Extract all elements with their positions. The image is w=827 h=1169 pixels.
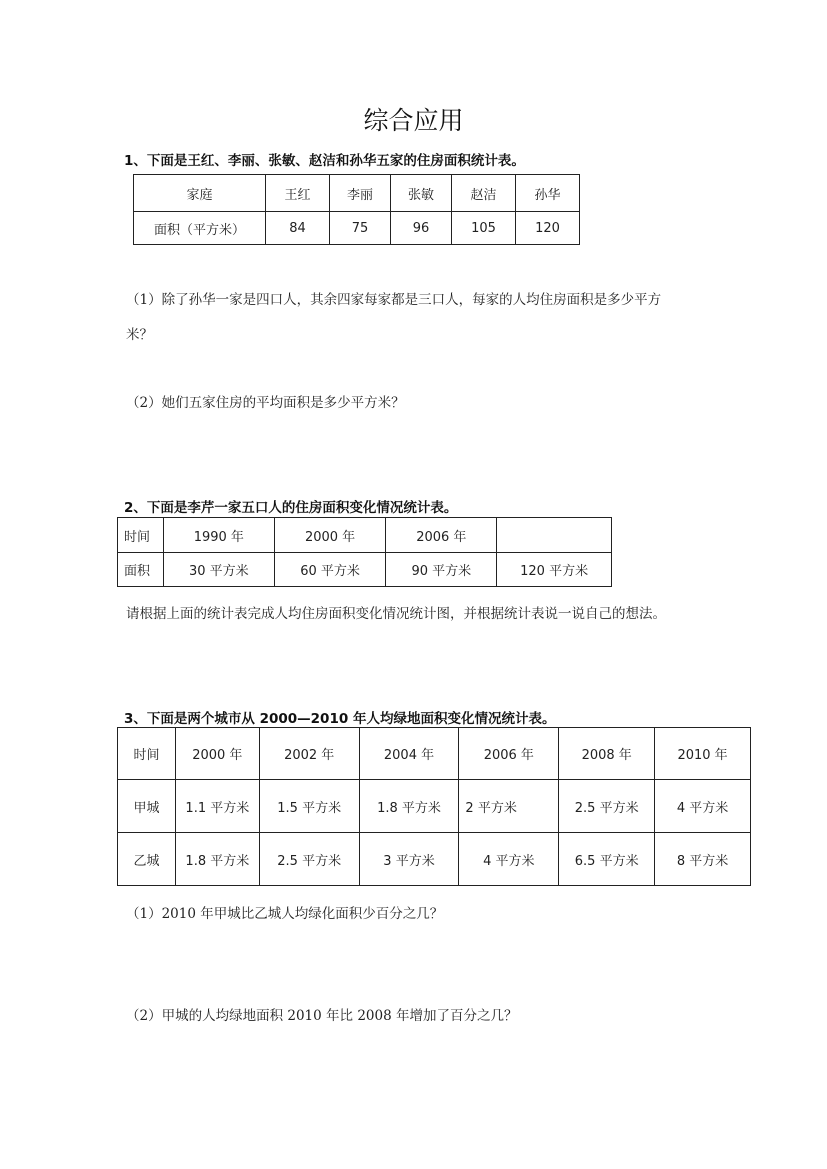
table-cell: 时间: [118, 518, 164, 553]
table-cell: 120: [516, 212, 580, 245]
table-cell: 3 平方米: [359, 833, 459, 886]
table-cell: 90 平方米: [386, 553, 497, 587]
table-cell: 8 平方米: [655, 833, 751, 886]
family-area-table: [117, 517, 612, 587]
table-cell: 84: [266, 212, 330, 245]
question-2-heading: 2、下面是李芹一家五口人的住房面积变化情况统计表。: [124, 500, 458, 516]
table-cell: 1.8 平方米: [175, 833, 259, 886]
question-1-sub2: （2）她们五家住房的平均面积是多少平方米？: [126, 395, 405, 411]
question-3-sub2: （2）甲城的人均绿地面积 2010 年比 2008 年增加了百分之几？: [126, 1008, 518, 1024]
table-cell: 2 平方米: [459, 780, 559, 833]
table-cell: 2010 年: [655, 728, 751, 780]
table-cell: 2000 年: [175, 728, 259, 780]
table-cell: 面积: [118, 553, 164, 587]
table-cell: 120 平方米: [497, 553, 612, 587]
question-1-sub1-line1: （1）除了孙华一家是四口人，其余四家每家都是三口人，每家的人均住房面积是多少平方: [126, 292, 662, 308]
table-cell: 2008 年: [559, 728, 655, 780]
question-2-instruction: 请根据上面的统计表完成人均住房面积变化情况统计图，并根据统计表说一说自己的想法。: [126, 606, 666, 622]
table-cell: 1990 年: [163, 518, 274, 553]
table-cell: 75: [330, 212, 391, 245]
table-cell: 2000 年: [274, 518, 386, 553]
table-cell: 赵洁: [452, 175, 516, 212]
table-cell: 时间: [118, 728, 176, 780]
table-cell: 2006 年: [386, 518, 497, 553]
table-cell: 4 平方米: [459, 833, 559, 886]
table-cell: 孙华: [516, 175, 580, 212]
table-cell: 2.5 平方米: [259, 833, 359, 886]
table-header-row: [118, 728, 751, 780]
table-cell: 1.1 平方米: [175, 780, 259, 833]
table-cell: 1.8 平方米: [359, 780, 459, 833]
table-cell: 60 平方米: [274, 553, 386, 587]
table-row: [134, 212, 580, 245]
table-cell: [497, 518, 612, 553]
page-title: 综合应用: [363, 106, 464, 135]
question-3-sub1: （1）2010 年甲城比乙城人均绿化面积少百分之几？: [126, 906, 444, 922]
table-cell: 王红: [266, 175, 330, 212]
table-cell: 6.5 平方米: [559, 833, 655, 886]
table-row: [118, 553, 612, 587]
table-cell: 2004 年: [359, 728, 459, 780]
question-1-heading: 1、下面是王红、李丽、张敏、赵洁和孙华五家的住房面积统计表。: [124, 153, 525, 169]
table-cell: 面积（平方米）: [134, 212, 266, 245]
table-cell: 96: [391, 212, 452, 245]
table-cell: 家庭: [134, 175, 266, 212]
table-cell: 李丽: [330, 175, 391, 212]
table-cell: 2002 年: [259, 728, 359, 780]
question-3-heading: 3、下面是两个城市从 2000—2010 年人均绿地面积变化情况统计表。: [124, 711, 556, 727]
table-cell: 甲城: [118, 780, 176, 833]
green-area-table: [117, 727, 751, 886]
table-row: [118, 833, 751, 886]
table-header-row: [134, 175, 580, 212]
table-row: [118, 780, 751, 833]
table-cell: 105: [452, 212, 516, 245]
housing-area-table: [133, 174, 580, 245]
table-cell: 张敏: [391, 175, 452, 212]
table-cell: 4 平方米: [655, 780, 751, 833]
table-cell: 2006 年: [459, 728, 559, 780]
table-cell: 30 平方米: [163, 553, 274, 587]
table-cell: 1.5 平方米: [259, 780, 359, 833]
question-1-sub1-line2: 米？: [126, 327, 153, 343]
table-cell: 乙城: [118, 833, 176, 886]
table-row: [118, 518, 612, 553]
table-cell: 2.5 平方米: [559, 780, 655, 833]
